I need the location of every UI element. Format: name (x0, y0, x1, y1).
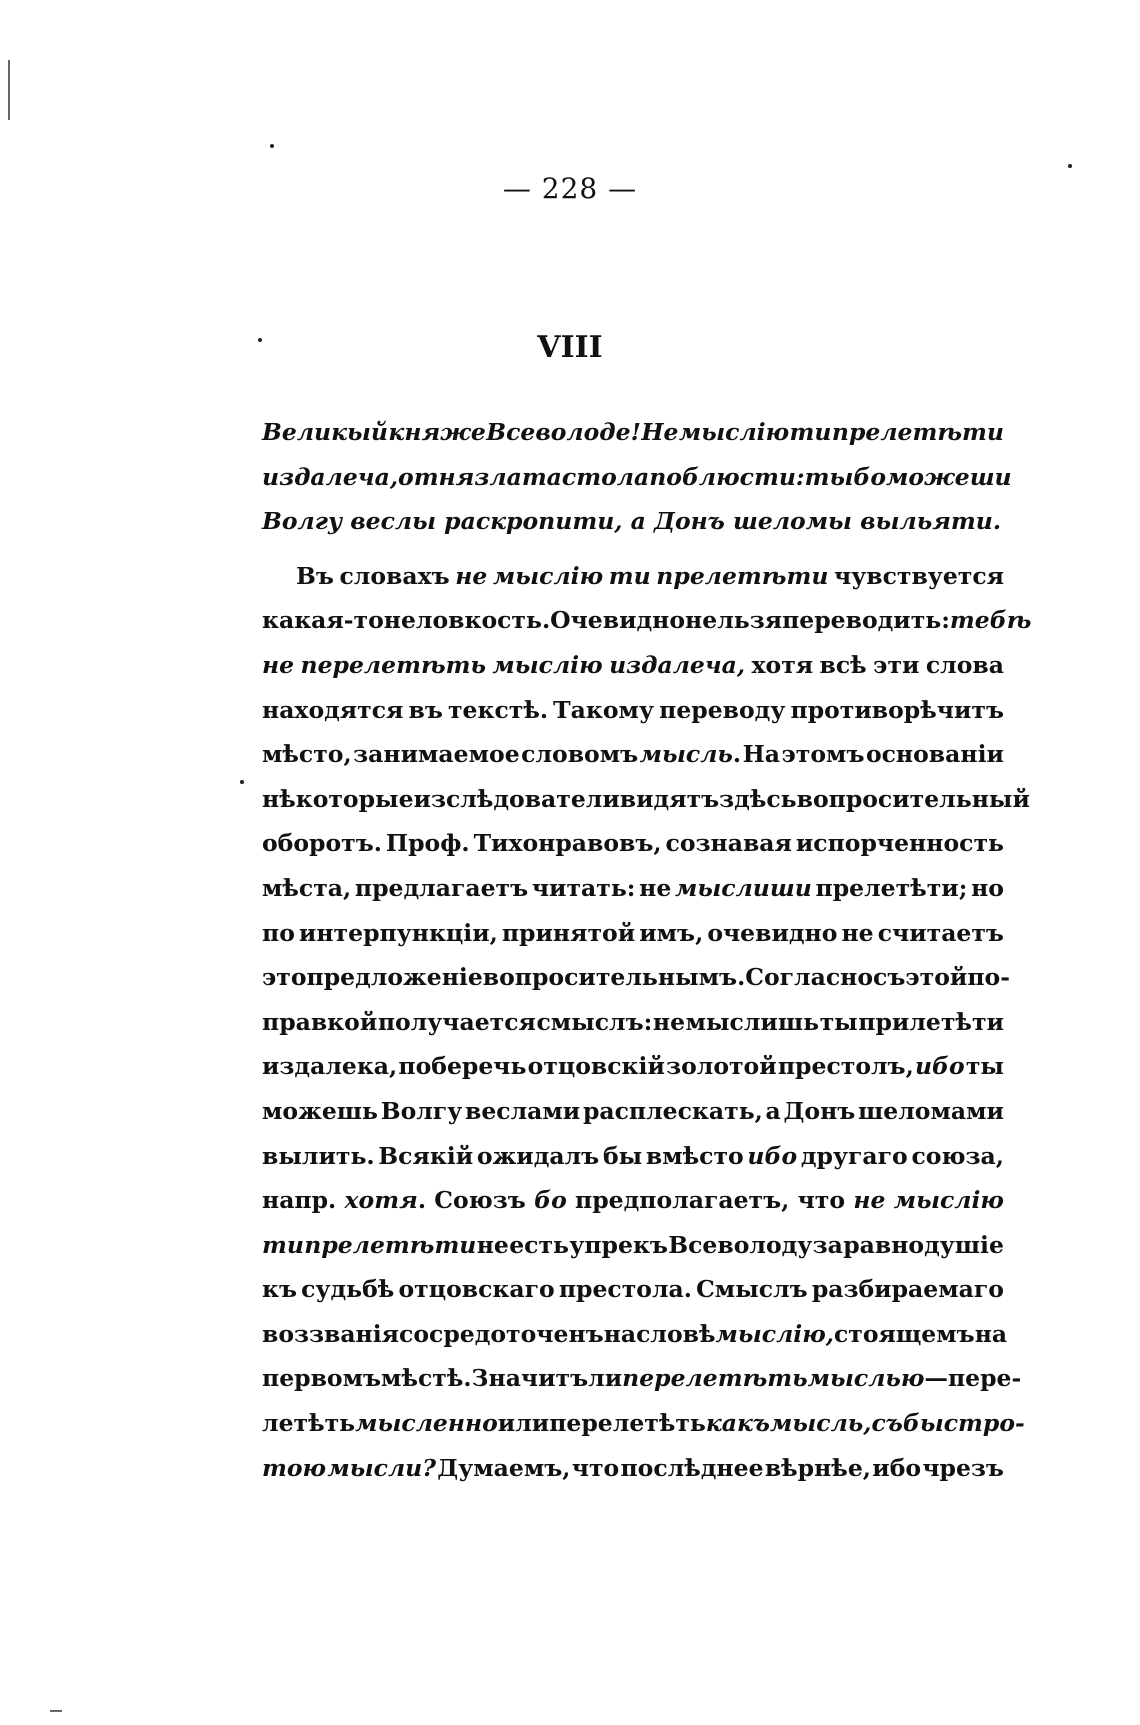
word: предложеніе (306, 963, 483, 992)
word: нельзя (685, 606, 783, 635)
word: мысли? (327, 1453, 436, 1482)
word: какая-то (262, 606, 384, 635)
word: прилетѣти (858, 1007, 1004, 1036)
word: Не (641, 418, 679, 446)
word: ибо (747, 1141, 798, 1170)
word: ти (789, 418, 832, 446)
word: вылить. (262, 1141, 375, 1170)
word: но (971, 873, 1004, 902)
scan-edge-mark (8, 60, 10, 120)
word: Проф. (385, 829, 470, 858)
word: вмѣсто (645, 1141, 744, 1170)
word: по (262, 918, 295, 947)
word: другаго (800, 1141, 908, 1170)
word: есть (509, 1230, 569, 1259)
word: въ (408, 695, 443, 724)
word: послѣднее (620, 1453, 764, 1482)
word: равнодушіе (843, 1230, 1004, 1259)
paragraph-line (262, 821, 1004, 866)
word: разбираемаго (811, 1275, 1004, 1304)
word: поблюсти: (649, 462, 805, 491)
word: прелетѣти (304, 1230, 477, 1259)
word: расплескать, (582, 1096, 763, 1125)
word: мыслію (893, 1186, 1004, 1215)
paragraph-line (262, 1000, 1004, 1045)
word: на (974, 1319, 1008, 1348)
word: Въ (296, 561, 334, 590)
word: не (455, 561, 488, 590)
word: шеломами (858, 1096, 1004, 1125)
word: переводу (659, 695, 786, 724)
word: предполагаетъ, (575, 1186, 790, 1215)
word: на (603, 1319, 637, 1348)
word: что (797, 1186, 846, 1215)
word: можеши (886, 462, 1012, 491)
word: княже (388, 418, 486, 446)
paragraph-line (262, 866, 1004, 911)
word: читать: (531, 873, 636, 902)
word: противорѣчитъ (790, 695, 1004, 724)
word: На (742, 740, 780, 769)
word: имъ, (639, 918, 704, 947)
word: не (262, 650, 295, 679)
text-run: Волгу веслы раскропити, а Донъ шеломы выльяти. (262, 507, 1002, 536)
word: не (476, 1230, 509, 1259)
word: хотя. (344, 1186, 426, 1215)
word: основаніи (865, 740, 1004, 769)
paragraph-line (262, 777, 1030, 822)
word: бо (853, 462, 887, 491)
paragraph-line (262, 1178, 1004, 1223)
word: чувствуется (834, 561, 1004, 590)
word: мыслиши (675, 873, 812, 902)
word: къ (262, 1275, 297, 1304)
paragraph-line (262, 1401, 1025, 1446)
word: тою (262, 1453, 327, 1482)
scan-speck (240, 780, 244, 784)
word: словахъ (339, 561, 450, 590)
word: бо (534, 1186, 567, 1215)
word: Союзъ (434, 1186, 526, 1215)
word: мысленно (355, 1409, 498, 1438)
word: перелетѣть (549, 1409, 706, 1438)
word: ибо (872, 1453, 922, 1482)
word: смыслъ: (536, 1007, 653, 1036)
word: союза, (911, 1141, 1004, 1170)
quote-line (262, 410, 1004, 455)
word: быстро- (902, 1409, 1025, 1438)
word: Значитъ (471, 1364, 589, 1393)
word: Всеволоде! (486, 418, 641, 446)
word: судьбѣ (301, 1275, 395, 1304)
paragraph-line (262, 1267, 1004, 1312)
word: это (262, 963, 307, 992)
word: упрекъ (569, 1230, 668, 1259)
word: этой (905, 963, 968, 992)
word: Великый (262, 418, 389, 446)
word: воззванія (262, 1319, 400, 1348)
word: вопросительнымъ. (482, 963, 746, 992)
word: неловкость. (383, 606, 551, 635)
word: издалека, (262, 1052, 398, 1081)
word: интерпункціи, (298, 918, 498, 947)
word: этомъ (781, 740, 865, 769)
word: всѣ (819, 650, 867, 679)
paragraph-line (262, 911, 1004, 956)
word: получается (377, 1007, 536, 1036)
word: напр. (262, 1186, 337, 1215)
word: престола. (558, 1275, 692, 1304)
word: стола (561, 462, 650, 491)
word: ибо (914, 1052, 965, 1081)
word: Смыслъ (696, 1275, 808, 1304)
paragraph-line (262, 688, 1004, 733)
scan-edge-mark (50, 1710, 62, 1712)
word: считаетъ (877, 918, 1004, 947)
word: мѣстѣ. (381, 1364, 472, 1393)
word: съ (873, 963, 906, 992)
word: или (497, 1409, 550, 1438)
word: мыслію, (715, 1319, 834, 1348)
word: золотой (666, 1052, 777, 1081)
word: стоящемъ (833, 1319, 975, 1348)
word: словомъ (521, 740, 639, 769)
word: словѣ (636, 1319, 716, 1348)
word: мыслію (678, 418, 790, 446)
word: Всеволоду (668, 1230, 813, 1259)
word: мысль, (770, 1409, 872, 1438)
word: Думаемъ, (437, 1453, 571, 1482)
scan-speck (258, 338, 262, 342)
word: Всякій (378, 1141, 474, 1170)
word: эти (873, 650, 920, 679)
paragraph-line (262, 598, 1032, 643)
word: поберечь (398, 1052, 527, 1081)
word: Донъ (783, 1096, 856, 1125)
word: Очевидно (550, 606, 686, 635)
word: издалеча, (262, 462, 399, 491)
word: видятъ (619, 784, 720, 813)
word: ти (608, 561, 651, 590)
word: чрезъ (922, 1453, 1004, 1482)
paragraph-line (262, 732, 1004, 777)
word: мыслію (492, 561, 604, 590)
word: принятой (501, 918, 636, 947)
word: ты (965, 1052, 1004, 1081)
word: по- (967, 963, 1010, 992)
word: очевидно (707, 918, 838, 947)
word: какъ (705, 1409, 770, 1438)
paragraph-line (262, 1312, 1008, 1357)
chapter-heading: VIII (537, 330, 603, 365)
paragraph-block (262, 554, 1032, 1490)
scan-speck (1068, 164, 1072, 168)
word: правкой (262, 1007, 378, 1036)
word: прелетѣти (656, 561, 829, 590)
word: здѣсь (719, 784, 797, 813)
word: изслѣдователи (413, 784, 620, 813)
word: испорченность (795, 829, 1004, 858)
word: слова (925, 650, 1004, 679)
paragraph-line (262, 1356, 1022, 1401)
word: перелетѣть (300, 650, 486, 679)
paragraph-line (262, 1089, 1004, 1134)
paragraph-line (262, 955, 1010, 1000)
word: издалеча, (609, 650, 746, 679)
word: сосредоточенъ (399, 1319, 604, 1348)
word: предлагаетъ (354, 873, 529, 902)
paragraph-line (262, 1446, 1004, 1491)
word: съ (871, 1409, 903, 1438)
word: мыслью—пере- (807, 1364, 1022, 1393)
word: бы (602, 1141, 643, 1170)
word: ли (588, 1364, 623, 1393)
quote-line (262, 455, 1012, 500)
quote-line (262, 499, 1004, 544)
paragraph-line (262, 1223, 1004, 1268)
word: веслами (464, 1096, 581, 1125)
word: прелетѣти (831, 418, 1004, 446)
word: что (571, 1453, 620, 1482)
word: мѣсто, (262, 740, 352, 769)
word: не (841, 918, 874, 947)
page-number: — 228 — (502, 172, 638, 205)
word: ти (262, 1230, 304, 1259)
word: за (812, 1230, 843, 1259)
paragraph-line (262, 1134, 1004, 1179)
word: вѣрнѣе, (764, 1453, 871, 1482)
word: занимаемое (353, 740, 520, 769)
word: не (652, 1007, 686, 1036)
word: злата (474, 462, 562, 491)
word: тебѣ (949, 606, 1032, 635)
word: текстѣ. (447, 695, 549, 724)
word: можешь (262, 1096, 378, 1125)
word: Тихонравовъ, (473, 829, 662, 858)
word: прелетѣти; (815, 873, 968, 902)
quote-block (262, 410, 1012, 544)
word: ты (804, 462, 854, 491)
word: Согласно (745, 963, 874, 992)
word: а (765, 1096, 781, 1125)
word: вопросительный (796, 784, 1030, 813)
word: отня (398, 462, 475, 491)
word: отцовскаго (398, 1275, 555, 1304)
word: ты (819, 1007, 858, 1036)
word: мысль. (639, 740, 742, 769)
word: престолъ, (777, 1052, 914, 1081)
word: первомъ (262, 1364, 382, 1393)
word: мыслишь (685, 1007, 820, 1036)
word: ожидалъ (476, 1141, 600, 1170)
word: нѣкоторые (262, 784, 414, 813)
word: сознавая (665, 829, 792, 858)
word: отцовскій (527, 1052, 665, 1081)
paragraph-line (262, 643, 1004, 688)
body-text (262, 410, 1032, 1490)
word: оборотъ. (262, 829, 382, 858)
word: не (639, 873, 672, 902)
word: мѣста, (262, 873, 352, 902)
word: хотя (751, 650, 814, 679)
word: находятся (262, 695, 404, 724)
word: не (853, 1186, 886, 1215)
paragraph-line (262, 1044, 1004, 1089)
word: Волгу (380, 1096, 463, 1125)
word: летѣть (262, 1409, 356, 1438)
scan-speck (270, 144, 274, 148)
word: Такому (553, 695, 654, 724)
paragraph-line (262, 554, 1004, 599)
word: переводить: (782, 606, 950, 635)
word: мыслію (492, 650, 603, 679)
word: перелетѣть (622, 1364, 808, 1393)
